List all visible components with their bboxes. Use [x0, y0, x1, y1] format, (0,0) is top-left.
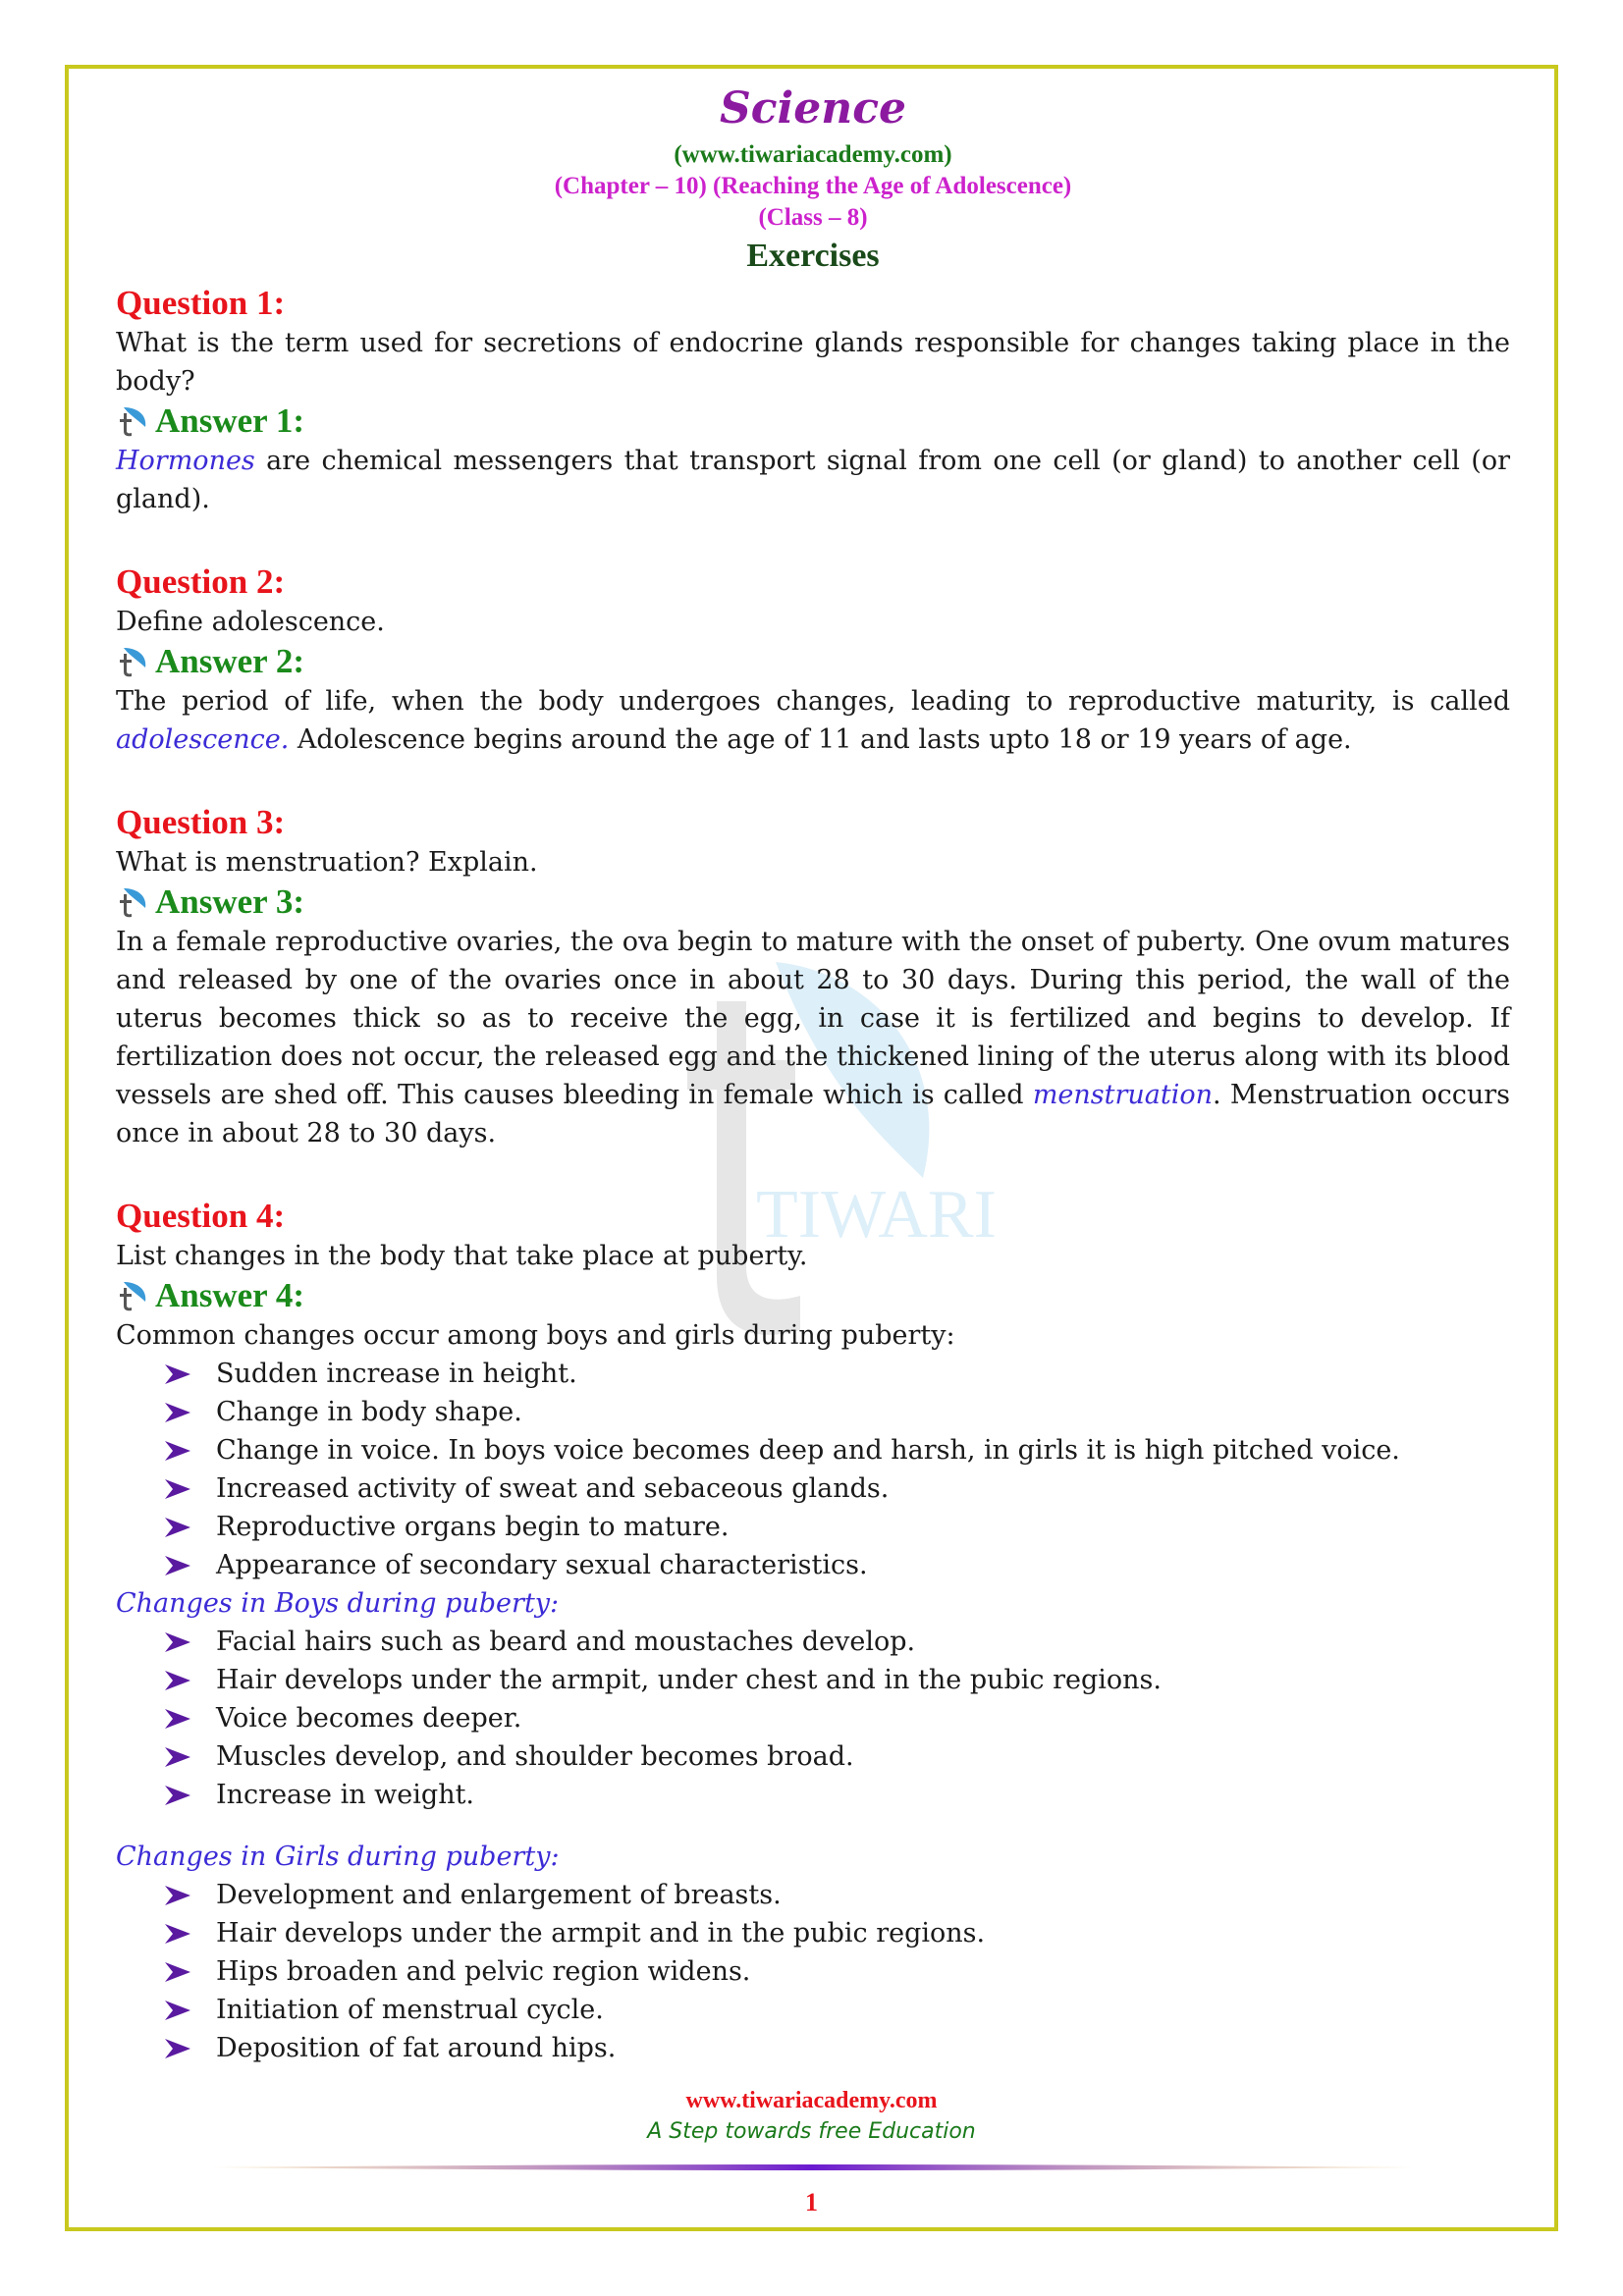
arrow-bullet-icon — [163, 1554, 192, 1577]
arrow-bullet-icon — [163, 1630, 192, 1654]
question-2-heading: Question 2: — [116, 562, 286, 601]
arrow-bullet-icon — [163, 1516, 192, 1539]
question-2-text: Define adolescence. — [116, 607, 385, 637]
arrow-bullet-icon — [163, 1477, 192, 1501]
list-item: Facial hairs such as beard and moustaches develop. — [163, 1623, 1510, 1661]
answer-2-text — [116, 682, 1510, 759]
list-item: Muscles develop, and shoulder becomes broad. — [163, 1737, 1510, 1776]
list-item: Increased activity of sweat and sebaceous glands. — [163, 1469, 1510, 1508]
question-3-heading: Question 3: — [116, 803, 286, 841]
answer-3-term: menstruation — [1032, 1080, 1214, 1110]
answer-2-post: Adolescence begins around the age of 11 and lasts upto 18 or 19 years of age. — [289, 724, 1352, 755]
header-class: (Class – 8) — [758, 204, 868, 231]
arrow-bullet-icon — [163, 1362, 192, 1386]
page-content — [116, 79, 1510, 2067]
common-changes-list — [116, 1355, 1510, 1584]
list-item: Appearance of secondary sexual characteristics. — [163, 1546, 1510, 1584]
arrow-bullet-icon — [163, 1439, 192, 1463]
boys-changes-heading: Changes in Boys during puberty: — [116, 1588, 560, 1619]
arrow-bullet-icon — [163, 1401, 192, 1424]
page-footer — [65, 2085, 1558, 2222]
list-item: Sudden increase in height. — [163, 1355, 1510, 1393]
section-title: Exercises — [746, 238, 880, 274]
answer-2-pre: The period of life, when the body undergoes changes, leading to reproductive maturity, is called — [116, 686, 1510, 717]
answer-1-heading-row — [116, 400, 1510, 442]
footer-divider — [213, 2163, 1411, 2171]
arrow-bullet-icon — [163, 1884, 192, 1907]
header-chapter: (Chapter – 10) (Reaching the Age of Adolescence) — [554, 173, 1072, 199]
girls-changes-list — [116, 1876, 1510, 2067]
question-1-heading: Question 1: — [116, 284, 286, 322]
question-4-text: List changes in the body that take place at puberty. — [116, 1241, 808, 1271]
arrow-bullet-icon — [163, 1922, 192, 1946]
answer-1-text — [116, 442, 1510, 518]
answer-4-heading: Answer 4: — [155, 1276, 304, 1314]
boys-changes-list — [116, 1623, 1510, 1814]
list-item: Hair develops under the armpit and in the pubic regions. — [163, 1914, 1510, 1952]
tiwari-logo-icon — [116, 646, 149, 677]
page-title: Science — [719, 83, 907, 133]
tiwari-logo-icon — [116, 405, 149, 437]
answer-3-heading: Answer 3: — [155, 882, 304, 921]
arrow-bullet-icon — [163, 1745, 192, 1769]
answer-4-heading-row — [116, 1275, 1510, 1316]
question-4-heading: Question 4: — [116, 1197, 286, 1235]
list-item: Initiation of menstrual cycle. — [163, 1991, 1510, 2029]
page-header — [116, 79, 1510, 279]
header-site: (www.tiwariacademy.com) — [674, 141, 952, 168]
list-item: Increase in weight. — [163, 1776, 1510, 1814]
answer-2-term: adolescence. — [116, 724, 290, 755]
footer-tagline: A Step towards free Education — [647, 2119, 976, 2144]
list-item: Hair develops under the armpit, under chest and in the pubic regions. — [163, 1661, 1510, 1699]
girls-changes-heading: Changes in Girls during puberty: — [116, 1842, 560, 1872]
arrow-bullet-icon — [163, 2037, 192, 2060]
question-3-text: What is menstruation? Explain. — [116, 847, 538, 878]
watermark-brand: TIWARI — [756, 1177, 997, 1253]
tiwari-logo-icon — [116, 1280, 149, 1311]
answer-2-heading: Answer 2: — [155, 642, 304, 680]
answer-1-heading: Answer 1: — [155, 401, 304, 440]
answer-4-intro: Common changes occur among boys and girls during puberty: — [116, 1320, 955, 1351]
answer-1-term: Hormones — [116, 446, 255, 476]
arrow-bullet-icon — [163, 1707, 192, 1731]
arrow-bullet-icon — [163, 1960, 192, 1984]
answer-1-rest: are chemical messengers that transport signal from one cell (or gland) to another cell (or gland). — [116, 446, 1510, 514]
page-number: 1 — [805, 2188, 818, 2216]
footer-site-link[interactable]: www.tiwariacademy.com — [685, 2088, 938, 2113]
list-item: Change in voice. In boys voice becomes deep and harsh, in girls it is high pitched voice. — [163, 1431, 1510, 1469]
tiwari-logo-icon — [116, 886, 149, 918]
answer-3-text — [116, 923, 1510, 1152]
list-item: Hips broaden and pelvic region widens. — [163, 1952, 1510, 1991]
list-item: Change in body shape. — [163, 1393, 1510, 1431]
question-1-text: What is the term used for secretions of endocrine glands responsible for changes taking place in the body? — [116, 328, 1510, 397]
answer-3-pre: In a female reproductive ovaries, the ova begin to mature with the onset of puberty. One ovum matures and released by one of the ovaries once in about 28 to 30 days. During this period, the wall of the uterus becomes thick so as to receive the egg, in case it is fertilized and begins to develop. If fertilization does not occur, the released egg and the thickened lining of the uterus along with its blood vessels are shed off. This causes bleeding in female which is called — [116, 927, 1510, 1110]
arrow-bullet-icon — [163, 1669, 192, 1692]
answer-3-heading-row — [116, 881, 1510, 923]
answer-2-heading-row — [116, 641, 1510, 682]
list-item: Reproductive organs begin to mature. — [163, 1508, 1510, 1546]
answer-3-post: . Menstruation occurs once in about 28 to 30 days. — [116, 1080, 1511, 1148]
arrow-bullet-icon — [163, 1999, 192, 2022]
arrow-bullet-icon — [163, 1784, 192, 1807]
list-item: Deposition of fat around hips. — [163, 2029, 1510, 2067]
list-item: Development and enlargement of breasts. — [163, 1876, 1510, 1914]
list-item: Voice becomes deeper. — [163, 1699, 1510, 1737]
